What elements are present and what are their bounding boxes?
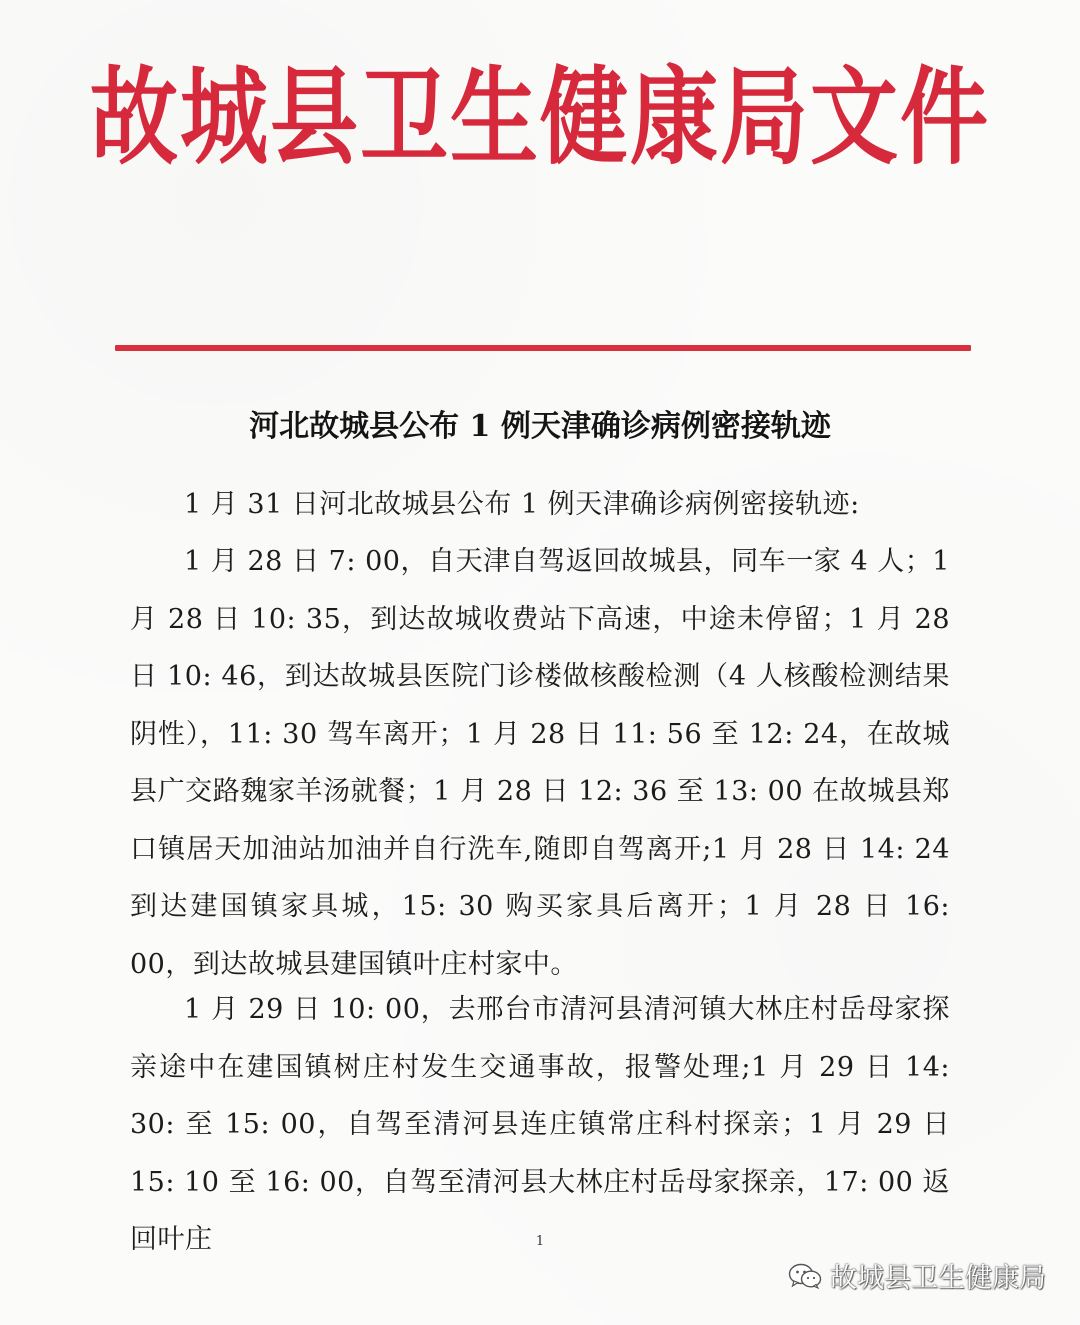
paragraph-intro (130, 476, 950, 534)
watermark-text: 故城县卫生健康局 (830, 1263, 1046, 1294)
page-number: 1 (535, 1234, 545, 1249)
paragraph-jan28 (130, 533, 950, 993)
document-title: 河北故城县公布 1 例天津确诊病例密接轨迹 (249, 409, 831, 444)
wechat-icon (788, 1263, 822, 1289)
document-masthead: 故城县卫生健康局文件 (89, 55, 990, 180)
paragraph-text: 1 月 31 日河北故城县公布 1 例天津确诊病例密接轨迹: (184, 489, 860, 520)
paragraph-text: 1 月 28 日 7: 00，自天津自驾返回故城县，同车一家 4 人；1 月 28 日 10: 35，到达故城收费站下高速，中途未停留；1 月 28 日 10: 46，到达故城县医院门诊楼做核酸检测（4 人核酸检测结果阴性），11: 30 驾车离开；1 月 28 日 11: 56 至 12: 24，在故城县广交路魏家羊汤就餐；1 月 28 日 12: 36 至 13: 00 在故城县郑口镇居天加油站加油并自行洗车,随即自驾离开;1 月 28 日 14: 24 到达建国镇家具城，15: 30 购买家具后离开；1 月 28 日 16: 00，到达故城县建国镇叶庄村家中。 (130, 546, 950, 980)
paragraph-text: 1 月 29 日 10: 00，去邢台市清河县清河镇大林庄村岳母家探亲途中在建国镇树庄村发生交通事故，报警处理;1 月 29 日 14: 30: 至 15: 00，自驾至清河县连庄镇常庄科村探亲；1 月 29 日 15: 10 至 16: 00，自驾至清河县大林庄村岳母家探亲，17: 00 返回叶庄 (130, 994, 950, 1255)
paragraph-jan29 (130, 981, 950, 1269)
account-watermark (788, 1256, 1046, 1295)
red-divider-rule (115, 345, 971, 351)
